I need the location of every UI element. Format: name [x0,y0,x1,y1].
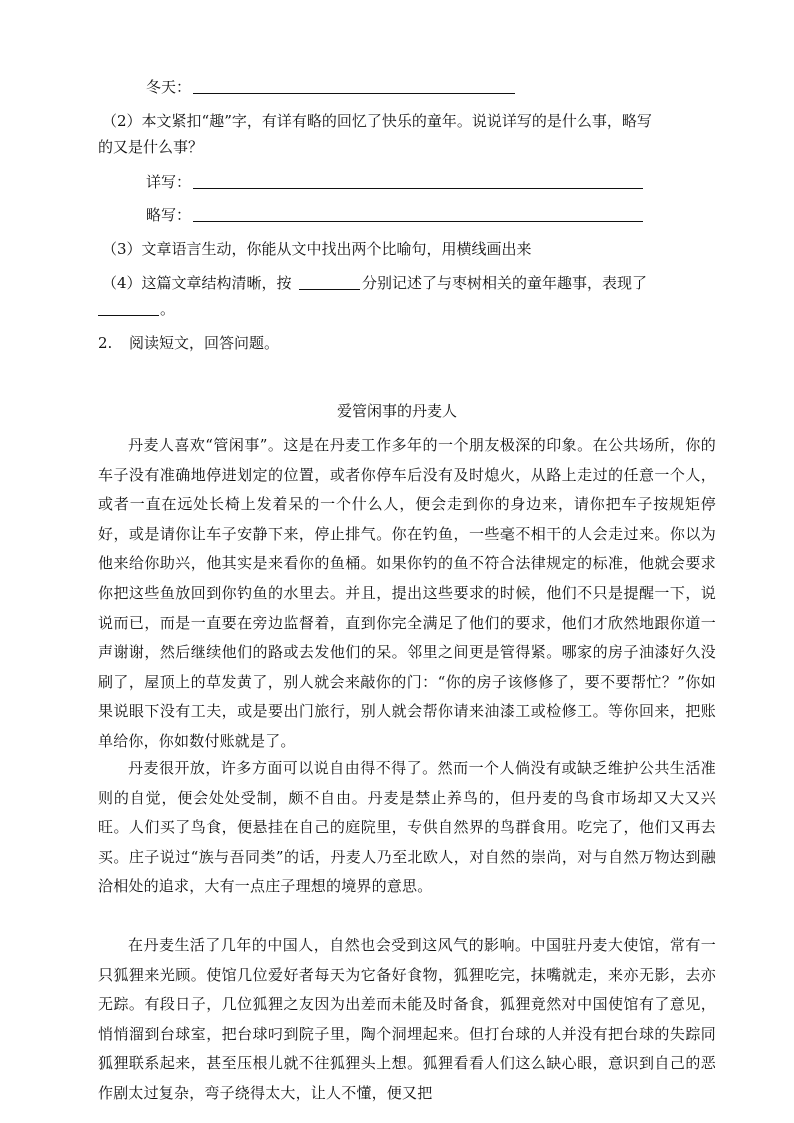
question-4-text-a: （4）这篇文章结构清晰，按 [102,274,292,292]
winter-answer-blank[interactable] [193,77,515,94]
article-paragraph-1: 丹麦人喜欢“管闲事”。这是在丹麦工作多年的一个朋友极深的印象。在公共场所，你的车子没有准确地停进划定的位置，或者你停车后没有及时熄火，从路上走过的任意一个人，或者一直在远处长椅上发着呆的一个什么人，便会走到你的身边来，请你把车子按规矩停好，或是请你让车子安静下来，停止排气。你在钓鱼，一些毫不相干的人会走过来。你以为他来给你助兴，他其实是来看你的鱼桶。如果你钓的鱼不符合法律规定的标准，他就会要求你把这些鱼放回到你钓鱼的水里去。并且，提出这些要求的时候，他们不只是提醒一下，说说而已，而是一直要在旁边监督着，直到你完全满足了他们的要求，他们才欣然地跟你道一声谢谢，然后继续他们的路或去发他们的呆。邻里之间更是管得紧。哪家的房子油漆好久没刷了，屋顶上的草发黄了，别人就会来敲你的门：“你的房子该修修了，要不要帮忙？”你如果说眼下没有工夫，或是要出门旅行，别人就会帮你请来油漆工或检修工。等你回来，把账单给你，你如数付账就是了。 [98,436,716,750]
section-2-instruction: 阅读短文，回答问题。 [129,334,280,352]
article-paragraph-2: 丹麦很开放，许多方面可以说自由得不得了。然而一个人倘没有或缺乏维护公共生活准则的自觉，便会处处受制，颇不自由。丹麦是禁止养鸟的，但丹麦的鸟食市场却又大又兴旺。人们买了鸟食，便悬挂在自己的庭院里，专供自然界的鸟群食用。吃完了，他们又再去买。庄子说过“族与吾同类”的话，丹麦人乃至北欧人，对自然的崇尚，对与自然万物达到融洽相处的追求，大有一点庄子理想的境界的意思。 [98,759,716,896]
brief-answer-blank[interactable] [193,205,643,222]
article-paragraph-3: 在丹麦生活了几年的中国人，自然也会受到这风气的影响。中国驻丹麦大使馆，常有一只狐狸来光顾。使馆几位爱好者每天为它备好食物，狐狸吃完，抹嘴就走，来亦无影，去亦无踪。有段日子，几位狐狸之友因为出差而未能及时备食，狐狸竟然对中国使馆有了意见，悄悄溜到台球室，把台球叼到院子里，陶个洞埋起来。但打台球的人并没有把台球的失踪同狐狸联系起来，甚至压根儿就不往狐狸头上想。狐狸看看人们这么缺心眼，意识到自己的恶作剧太过复杂，弯子绕得太大，让人不懂，便又把 [98,936,716,1102]
question-4-blank-order[interactable] [299,273,360,290]
article-title: 爱管闲事的丹麦人 [336,402,457,420]
question-2-text-cont: 的又是什么事？ [98,138,204,156]
brief-label: 略写： [146,206,192,224]
question-4-end: 。 [160,300,176,318]
question-4-text-b: 分别记述了与枣树相关的童年趣事，表现了 [362,274,648,292]
question-3-text: （3）文章语言生动，你能从文中找出两个比喻句，用横线画出来 [102,240,532,258]
detail-answer-blank[interactable] [193,172,643,189]
question-4-blank-theme[interactable] [98,299,159,316]
question-2-text: （2）本文紧扣“趣”字，有详有略的回忆了快乐的童年。说说详写的是什么事，略写 [102,112,652,130]
winter-label: 冬天： [146,78,192,96]
section-2-number: 2. [98,334,113,352]
detail-label: 详写： [146,173,192,191]
